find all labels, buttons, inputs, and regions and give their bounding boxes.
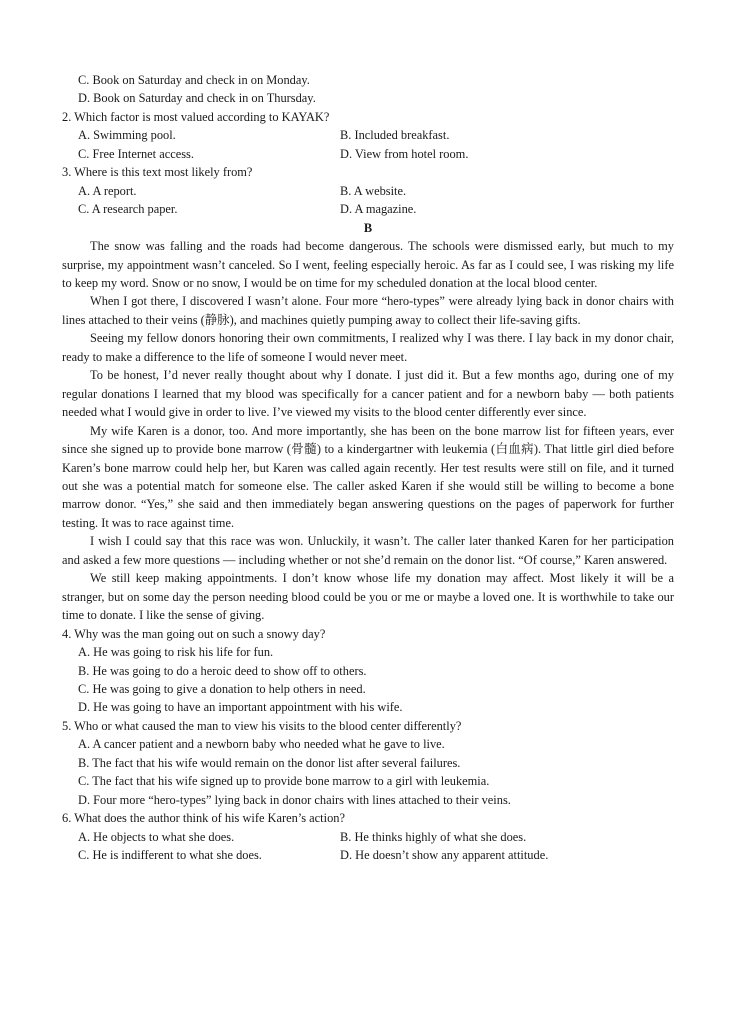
passage-paragraph-7: We still keep making appointments. I don’t know whose life my donation may affect. Most likely it will be a stranger, but on some day the person needing blood could be you or me or maybe a loved one. It is worthwhile to take our time to donate. I like the sense of giving. <box>62 571 674 623</box>
q6-option-c: C. He is indifferent to what she does. <box>78 848 262 863</box>
q6-option-d: D. He doesn’t show any apparent attitude. <box>340 848 549 863</box>
q5-option-d: D. Four more “hero-types” lying back in donor chairs with lines attached to their veins. <box>78 792 511 807</box>
q3-options-row-2 <box>62 200 674 218</box>
exam-page <box>62 71 674 864</box>
q6-options-row-2 <box>62 846 674 864</box>
q5-option-b: B. The fact that his wife would remain on the donor list after several failures. <box>78 755 461 770</box>
q4-stem: 4. Why was the man going out on such a snowy day? <box>62 626 326 641</box>
q4-option-d: D. He was going to have an important appointment with his wife. <box>78 700 403 715</box>
q6-option-b: B. He thinks highly of what she does. <box>340 829 527 844</box>
q6-options-row-1 <box>62 828 674 846</box>
q3-option-d: D. A magazine. <box>340 202 417 217</box>
q3-options-row-1 <box>62 182 674 200</box>
q3-option-c: C. A research paper. <box>78 202 178 217</box>
q5-option-a: A. A cancer patient and a newborn baby who needed what he gave to live. <box>78 737 445 752</box>
q5-option-c: C. The fact that his wife signed up to provide bone marrow to a girl with leukemia. <box>78 774 490 789</box>
q4-option-a: A. He was going to risk his life for fun. <box>78 645 274 660</box>
q5-stem: 5. Who or what caused the man to view his visits to the blood center differently? <box>62 718 462 733</box>
q3-option-a: A. A report. <box>78 183 137 198</box>
q4-option-b: B. He was going to do a heroic deed to show off to others. <box>78 663 367 678</box>
q2-stem: 2. Which factor is most valued according to KAYAK? <box>62 109 330 124</box>
section-b-heading: B <box>363 220 373 235</box>
q4-option-c: C. He was going to give a donation to help others in need. <box>78 681 366 696</box>
passage-paragraph-6: I wish I could say that this race was won. Unluckily, it wasn’t. The caller later thanked Karen for her participation and asked a few more questions — including whether or not she’d remain on the donor list. “Of course,” Karen answered. <box>62 534 674 567</box>
q2-option-d: D. View from hotel room. <box>340 146 469 161</box>
passage-paragraph-3: Seeing my fellow donors honoring their own commitments, I realized why I was there. I lay back in my donor chair, ready to make a difference to the life of someone I would never meet. <box>62 331 674 364</box>
passage-paragraph-2: When I got there, I discovered I wasn’t alone. Four more “hero-types” were already lying back in donor chairs with lines attached to their veins (静脉), and machines quietly pumping away to collect their life-saving gifts. <box>62 294 674 327</box>
q6-stem: 6. What does the author think of his wife Karen’s action? <box>62 811 345 826</box>
passage-paragraph-4: To be honest, I’d never really thought about why I donate. I just did it. But a few months ago, during one of my regular donations I learned that my blood was specifically for a cancer patient and for a newborn baby — both patients needed what I would give in order to live. I’ve viewed my visits to the blood center differently ever since. <box>62 368 674 420</box>
q2-options-row-1 <box>62 126 674 144</box>
q2-options-row-2 <box>62 145 674 163</box>
q1-option-c: C. Book on Saturday and check in on Monday. <box>78 73 310 87</box>
q3-stem: 3. Where is this text most likely from? <box>62 165 253 180</box>
q3-option-b: B. A website. <box>340 183 407 198</box>
q1-option-d: D. Book on Saturday and check in on Thursday. <box>78 91 316 106</box>
q2-option-a: A. Swimming pool. <box>78 128 176 143</box>
passage-paragraph-1: The snow was falling and the roads had become dangerous. The schools were dismissed early, but much to my surprise, my appointment wasn’t canceled. So I went, feeling especially heroic. As far as I could see, I was risking my life to keep my word. Snow or no snow, I would be on time for my scheduled donation at the local blood center. <box>62 239 674 290</box>
q2-option-b: B. Included breakfast. <box>340 128 450 143</box>
q6-option-a: A. He objects to what she does. <box>78 829 235 844</box>
q2-option-c: C. Free Internet access. <box>78 146 194 161</box>
passage-paragraph-5: My wife Karen is a donor, too. And more importantly, she has been on the bone marrow list for fifteen years, ever since she signed up to provide bone marrow (骨髓) to a kindergartner with leukemia (白血病). That little girl died before Karen’s bone marrow could help her, but Karen was called again recently. Her test results were still on file, and it turned out she was a potential match for someone else. The caller asked Karen if she would still be willing to become a bone marrow donor. “Yes,” she said and then immediately began answering questions on the pages of paperwork for further testing. It was to race against time. <box>62 423 674 530</box>
